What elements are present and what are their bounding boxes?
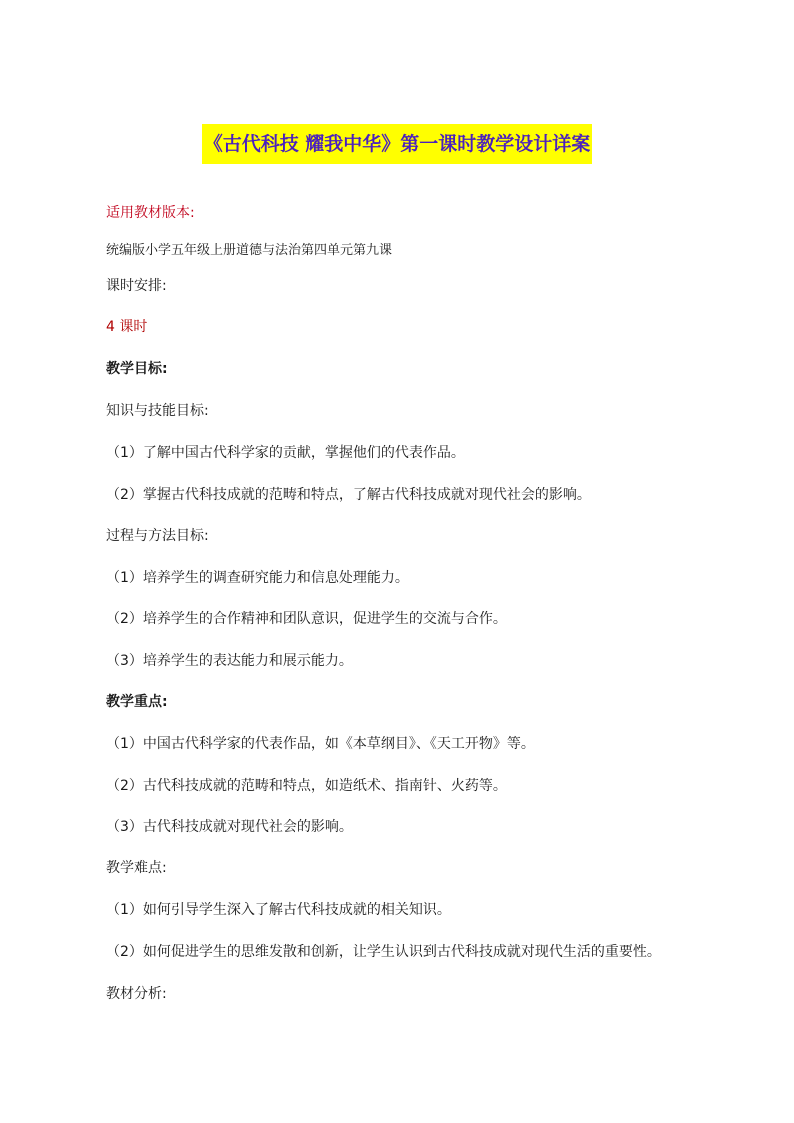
document-title: 《古代科技 耀我中华》第一课时教学设计详案 bbox=[202, 124, 593, 164]
key-point-3: （3）古代科技成就对现代社会的影响。 bbox=[106, 819, 353, 835]
analysis-label: 教材分析: bbox=[106, 986, 167, 1002]
process-item-3: （3）培养学生的表达能力和展示能力。 bbox=[106, 653, 353, 669]
process-label: 过程与方法目标: bbox=[106, 528, 209, 544]
textbook-label: 适用教材版本: bbox=[106, 205, 195, 221]
knowledge-label: 知识与技能目标: bbox=[106, 403, 209, 419]
difficulty-2: （2）如何促进学生的思维发散和创新，让学生认识到古代科技成就对现代生活的重要性。 bbox=[106, 944, 661, 960]
difficulties-label: 教学难点: bbox=[106, 860, 167, 876]
process-item-2: （2）培养学生的合作精神和团队意识，促进学生的交流与合作。 bbox=[106, 611, 507, 627]
knowledge-item-1: （1）了解中国古代科学家的贡献，掌握他们的代表作品。 bbox=[106, 445, 465, 461]
schedule-value: 4 课时 bbox=[106, 319, 148, 335]
knowledge-item-2: （2）掌握古代科技成就的范畴和特点，了解古代科技成就对现代社会的影响。 bbox=[106, 487, 591, 503]
key-point-2: （2）古代科技成就的范畴和特点，如造纸术、指南针、火药等。 bbox=[106, 778, 507, 794]
title-container bbox=[0, 124, 794, 164]
objectives-label: 教学目标: bbox=[106, 361, 168, 377]
process-item-1: （1）培养学生的调查研究能力和信息处理能力。 bbox=[106, 570, 409, 586]
schedule-label: 课时安排: bbox=[106, 278, 167, 294]
textbook-value: 统编版小学五年级上册道德与法治第四单元第九课 bbox=[106, 243, 393, 258]
key-point-1: （1）中国古代科学家的代表作品，如《本草纲目》、《天工开物》等。 bbox=[106, 736, 535, 752]
key-points-label: 教学重点: bbox=[106, 694, 168, 710]
difficulty-1: （1）如何引导学生深入了解古代科技成就的相关知识。 bbox=[106, 902, 451, 918]
